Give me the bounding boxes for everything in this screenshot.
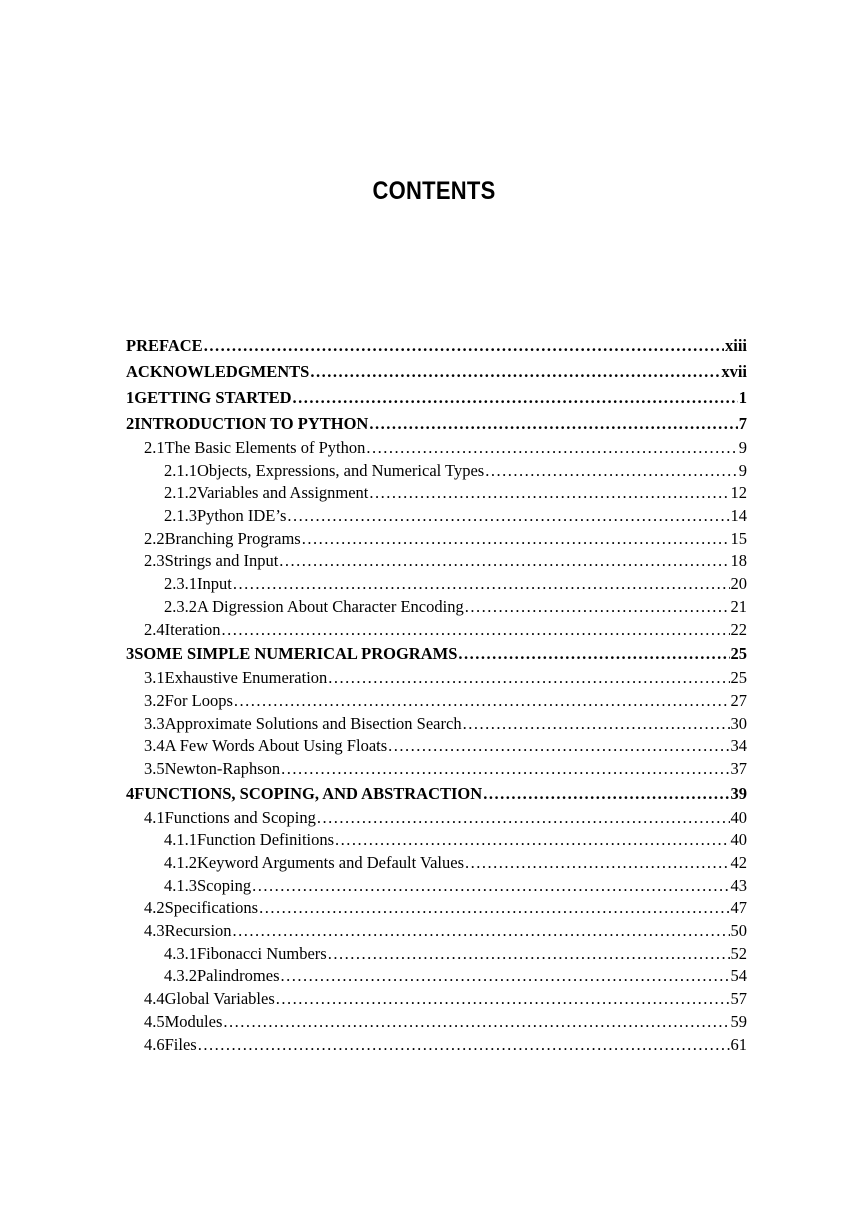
toc-entry-page-number: 39: [730, 783, 747, 803]
toc-entry-number: 3.5: [144, 758, 165, 778]
toc-entry-page-number: 14: [730, 506, 747, 526]
toc-chapter-entry[interactable]: [126, 781, 747, 807]
dot-leader: [458, 641, 729, 667]
toc-entry-number: 4.1.1: [164, 830, 197, 850]
toc-entry-number: 2.4: [144, 619, 165, 639]
toc-entry-number: 2.1: [144, 438, 165, 457]
toc-chapter-entry[interactable]: [126, 359, 747, 385]
toc-entry-number: 2.3: [144, 551, 165, 571]
toc-entry-page-number: 15: [730, 528, 747, 548]
dot-leader: [302, 528, 730, 551]
toc-entry-page-number: 34: [730, 736, 747, 756]
toc-entry-title: Functions and Scoping: [164, 807, 316, 827]
toc-entry-number: 4.1.2: [164, 853, 197, 872]
toc-entry-number: 4.4: [144, 989, 165, 1009]
toc-entry-title: Keyword Arguments and Default Values: [197, 853, 465, 872]
dot-leader: [328, 943, 730, 966]
toc-section-entry[interactable]: [126, 1011, 747, 1034]
toc-entry-title: The Basic Elements of Python: [164, 438, 366, 457]
toc-chapter-entry[interactable]: [126, 333, 747, 359]
toc-entry-title: A Few Words About Using Floats: [164, 736, 388, 756]
toc-entry-title: Fibonacci Numbers: [197, 943, 327, 963]
toc-entry-page-number: xvii: [721, 362, 747, 381]
toc-subsection-entry[interactable]: [126, 460, 747, 483]
dot-leader: [485, 460, 738, 483]
table-of-contents: [126, 333, 747, 1056]
toc-entry-number: 2.1.3: [164, 506, 197, 526]
dot-leader: [279, 550, 729, 573]
toc-entry-number: 4.6: [144, 1034, 165, 1054]
toc-subsection-entry[interactable]: [126, 829, 747, 852]
toc-entry-number: 4.5: [144, 1011, 165, 1031]
toc-section-entry[interactable]: [126, 988, 747, 1011]
dot-leader: [483, 781, 729, 807]
dot-leader: [463, 713, 730, 736]
toc-entry-number: 3.4: [144, 736, 165, 756]
toc-section-entry[interactable]: [126, 550, 747, 573]
dot-leader: [287, 505, 729, 528]
toc-entry-title: FUNCTIONS, SCOPING, AND ABSTRACTION: [134, 783, 483, 803]
dot-leader: [310, 359, 720, 385]
toc-entry-title: Scoping: [197, 875, 252, 895]
toc-entry-page-number: 9: [738, 438, 747, 457]
dot-leader: [222, 619, 730, 642]
toc-entry-page-number: 12: [730, 483, 747, 503]
toc-entry-title: Exhaustive Enumeration: [164, 668, 328, 688]
toc-entry-page-number: 9: [738, 460, 747, 480]
toc-entry-page-number: 57: [730, 989, 747, 1009]
toc-entry-page-number: 59: [730, 1011, 747, 1031]
toc-entry-page-number: 25: [730, 644, 747, 664]
toc-entry-title: Palindromes: [197, 966, 280, 986]
toc-entry-page-number: 43: [730, 875, 747, 895]
toc-entry-title: Approximate Solutions and Bisection Search: [164, 713, 462, 733]
dot-leader: [388, 735, 729, 758]
dot-leader: [233, 573, 730, 596]
toc-entry-title: Objects, Expressions, and Numerical Types: [197, 460, 485, 480]
dot-leader: [276, 988, 730, 1011]
dot-leader: [223, 1011, 729, 1034]
dot-leader: [293, 385, 738, 411]
toc-entry-number: 3: [126, 644, 135, 664]
toc-entry-number: 2.3.2: [164, 596, 197, 616]
toc-section-entry[interactable]: [126, 897, 747, 920]
toc-subsection-entry[interactable]: [126, 482, 747, 505]
toc-entry-number: 4.1.3: [164, 875, 197, 895]
dot-leader: [465, 852, 729, 875]
toc-entry-page-number: 42: [730, 853, 747, 872]
toc-section-entry[interactable]: [126, 1034, 747, 1057]
toc-entry-page-number: xiii: [724, 336, 747, 355]
toc-entry-page-number: 30: [730, 713, 747, 733]
toc-entry-number: 4.2: [144, 898, 165, 918]
toc-entry-number: 4.3: [144, 921, 165, 941]
dot-leader: [259, 897, 729, 920]
toc-entry-page-number: 54: [730, 966, 747, 986]
toc-entry-number: 2.1.1: [164, 460, 197, 480]
toc-section-entry[interactable]: [126, 920, 747, 943]
toc-subsection-entry[interactable]: [126, 943, 747, 966]
toc-entry-page-number: 27: [730, 690, 747, 710]
toc-entry-page-number: 22: [730, 619, 747, 639]
toc-subsection-entry[interactable]: [126, 596, 747, 619]
toc-entry-number: 2: [126, 414, 135, 433]
toc-section-entry[interactable]: [126, 713, 747, 736]
toc-entry-number: 4.1: [144, 807, 165, 827]
dot-leader: [204, 333, 724, 359]
toc-entry-title: A Digression About Character Encoding: [197, 596, 464, 616]
toc-subsection-entry[interactable]: [126, 573, 747, 596]
toc-entry-number: 2.3.1: [164, 574, 197, 594]
toc-entry-title: SOME SIMPLE NUMERICAL PROGRAMS: [134, 644, 458, 664]
toc-entry-number: 3.2: [144, 690, 165, 710]
toc-entry-title: Iteration: [164, 619, 221, 639]
toc-entry-title: Recursion: [164, 921, 232, 941]
toc-entry-title: Input: [197, 574, 232, 594]
toc-entry-title: Branching Programs: [164, 528, 301, 548]
toc-entry-page-number: 40: [730, 807, 747, 827]
toc-section-entry[interactable]: [126, 735, 747, 758]
toc-entry-title: GETTING STARTED: [134, 388, 292, 407]
toc-entry-title: Files: [164, 1034, 197, 1054]
toc-entry-number: 3.3: [144, 713, 165, 733]
toc-entry-title: Specifications: [164, 898, 259, 918]
toc-chapter-entry[interactable]: [126, 385, 747, 411]
dot-leader: [328, 667, 729, 690]
dot-leader: [233, 920, 730, 943]
toc-entry-title: PREFACE: [126, 336, 203, 355]
toc-entry-number: 2.2: [144, 528, 165, 548]
toc-entry-page-number: 40: [730, 830, 747, 850]
dot-leader: [198, 1034, 730, 1057]
dot-leader: [317, 807, 730, 830]
toc-section-entry[interactable]: [126, 807, 747, 830]
toc-entry-page-number: 20: [730, 574, 747, 594]
page-title: CONTENTS: [372, 176, 496, 205]
dot-leader: [369, 482, 729, 505]
toc-subsection-entry[interactable]: [126, 852, 747, 875]
toc-entry-page-number: 21: [730, 596, 747, 616]
toc-entry-page-number: 1: [738, 388, 747, 407]
toc-entry-page-number: 47: [730, 898, 747, 918]
toc-entry-title: For Loops: [164, 690, 233, 710]
toc-entry-page-number: 37: [730, 758, 747, 778]
toc-chapter-entry[interactable]: [126, 641, 747, 667]
toc-entry-title: Strings and Input: [164, 551, 279, 571]
toc-section-entry[interactable]: [126, 437, 747, 460]
toc-entry-page-number: 52: [730, 943, 747, 963]
toc-entry-title: Newton-Raphson: [164, 758, 281, 778]
toc-section-entry[interactable]: [126, 667, 747, 690]
toc-chapter-entry[interactable]: [126, 411, 747, 437]
dot-leader: [281, 758, 729, 781]
toc-entry-number: 3.1: [144, 668, 165, 688]
toc-entry-title: INTRODUCTION TO PYTHON: [134, 414, 369, 433]
toc-entry-page-number: 50: [730, 921, 747, 941]
dot-leader: [366, 437, 737, 460]
toc-entry-page-number: 7: [738, 414, 747, 433]
toc-section-entry[interactable]: [126, 619, 747, 642]
dot-leader: [252, 875, 729, 898]
toc-entry-number: 4: [126, 783, 135, 803]
dot-leader: [335, 829, 729, 852]
toc-entry-page-number: 25: [730, 668, 747, 688]
toc-entry-number: 2.1.2: [164, 483, 197, 503]
toc-subsection-entry[interactable]: [126, 505, 747, 528]
dot-leader: [465, 596, 730, 619]
dot-leader: [281, 965, 730, 988]
toc-entry-page-number: 18: [730, 551, 747, 571]
toc-entry-title: Modules: [164, 1011, 223, 1031]
toc-entry-number: 4.3.2: [164, 966, 197, 986]
dot-leader: [234, 690, 730, 713]
toc-entry-number: 4.3.1: [164, 943, 197, 963]
toc-subsection-entry[interactable]: [126, 965, 747, 988]
toc-entry-title: Global Variables: [164, 989, 275, 1009]
toc-entry-number: 1: [126, 388, 135, 407]
toc-section-entry[interactable]: [126, 528, 747, 551]
toc-subsection-entry[interactable]: [126, 875, 747, 898]
toc-section-entry[interactable]: [126, 690, 747, 713]
dot-leader: [369, 411, 737, 437]
toc-section-entry[interactable]: [126, 758, 747, 781]
toc-entry-title: Variables and Assignment: [197, 483, 369, 503]
toc-entry-page-number: 61: [730, 1034, 747, 1054]
toc-entry-title: Python IDE’s: [197, 506, 287, 526]
toc-entry-title: Function Definitions: [197, 830, 335, 850]
toc-entry-title: ACKNOWLEDGMENTS: [126, 362, 310, 381]
